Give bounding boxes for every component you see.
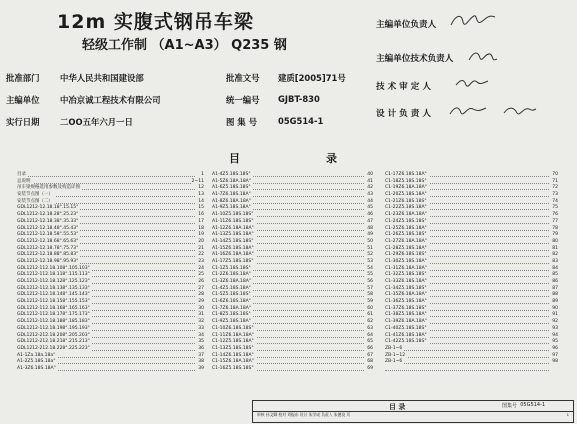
toc-entry-title: GDL1212-12.18.48°.45.43° — [17, 225, 79, 231]
toc-entry-page: 76 — [552, 212, 558, 218]
toc-entry-title: C1-11Z6.18A.18A° — [212, 332, 254, 338]
toc-entry-title: GDL1212-112.18.158°.155.153° — [17, 299, 90, 305]
reviewer-label: 技 术 审 定 人 — [376, 82, 431, 92]
title-block-review-row: 审核 孙文卿 校对 刘振东 设计 朱学成 负责人 朱德良 页 — [257, 412, 351, 417]
toc-entry-page: 96 — [552, 345, 558, 351]
toc-row — [212, 272, 373, 279]
toc-entry-title: C1-27Z6.18A.18A° — [385, 238, 427, 244]
toc-entry-title: A1-13Z5.18S.18A° — [212, 232, 254, 238]
designer-label: 设 计 负 责 人 — [376, 109, 431, 119]
toc-entry-page: 23 — [198, 258, 204, 264]
toc-entry-page: 54 — [367, 265, 373, 271]
toc-row — [212, 326, 373, 333]
toc-entry-page: 45 — [367, 205, 373, 211]
toc-entry-page: 80 — [552, 238, 558, 244]
toc-entry-page: 98 — [552, 359, 558, 365]
toc-entry-title: A1-5Z6.18A.18A° — [212, 178, 252, 184]
toc-entry-title: A1-1Za.18a.18a° — [17, 352, 56, 358]
toc-entry-page: 81 — [552, 245, 558, 251]
toc-row — [385, 339, 558, 346]
atlas-no-value: 05G514-1 — [278, 116, 324, 126]
toc-entry-title: A1-16Z6.18A.18A° — [212, 252, 254, 258]
toc-entry-title: C1-15Z6.18A.18A° — [212, 359, 254, 365]
toc-entry-title: C1-34Z5.18S.18S° — [385, 285, 427, 291]
toc-row — [212, 172, 373, 179]
toc-entry-title: A1-12Z6.18A.18A° — [212, 225, 254, 231]
toc-entry-page: 69 — [367, 365, 373, 371]
toc-entry-title: 安装节点图（二） — [17, 198, 53, 204]
toc-row — [17, 219, 204, 226]
toc-entry-title: C1-6Z6.18S.18A° — [212, 299, 251, 305]
toc-row — [385, 259, 558, 266]
toc-entry-title: C1-38Z5.18S.18A° — [385, 312, 427, 318]
toc-entry-title: A1-15Z6.18S.18A° — [212, 245, 254, 251]
toc-entry-title: C1-40Z5.18S.18S° — [385, 325, 427, 331]
toc-entry-page: 15 — [198, 205, 204, 211]
toc-entry-page: 59 — [367, 299, 373, 305]
toc-entry-page: 2~11 — [191, 178, 204, 184]
unified-no-label: 统一编号 — [226, 95, 260, 105]
toc-entry-title: GDL1212-112.18.108°.105.103° — [17, 265, 90, 271]
toc-leader-dots — [385, 350, 549, 351]
toc-entry-page: 68 — [367, 359, 373, 365]
toc-entry-title: C1-31Z6.18A.18A° — [385, 265, 427, 271]
toc-row — [17, 319, 204, 326]
toc-entry-title: C1-39Z6.18A.18A° — [385, 319, 427, 325]
toc-entry-page: 77 — [552, 218, 558, 224]
toc-entry-title: 目录 — [17, 172, 26, 177]
toc-entry-page: 22 — [198, 252, 204, 258]
toc-entry-page: 56 — [367, 279, 373, 284]
toc-row — [385, 212, 558, 219]
toc-entry-title: C1-26Z5.18S.18S° — [385, 232, 427, 238]
toc-entry-page: 95 — [552, 339, 558, 345]
toc-entry-title: C1-36Z5.18S.18A° — [385, 299, 427, 305]
toc-entry-page: 12 — [198, 185, 204, 191]
unified-no-value: GJBT-830 — [278, 94, 320, 104]
toc-entry-page: 33 — [198, 325, 204, 331]
reviewer-signature — [454, 75, 490, 91]
toc-entry-page: 16 — [198, 212, 204, 218]
toc-entry-title: GDL1212-12.18.18°.15.15° — [17, 205, 79, 211]
toc-entry-page: 88 — [552, 292, 558, 298]
toc-entry-title: GDL1212-12.18.28°.25.23° — [17, 212, 79, 218]
toc-entry-title: C1-10Z6.18S.18S° — [212, 325, 254, 331]
toc-row — [17, 299, 204, 306]
toc-row — [385, 359, 558, 366]
toc-entry-page: 92 — [552, 319, 558, 325]
toc-entry-page: 70 — [552, 172, 558, 177]
toc-row — [17, 326, 204, 333]
chief-tech-signature — [466, 48, 500, 66]
toc-entry-title: C1-37Z6.18S.18S° — [385, 305, 427, 311]
chief-unit-signature — [446, 10, 501, 32]
toc-entry-title: C1-17Z6.18S.18A° — [385, 172, 427, 177]
toc-entry-page: 94 — [552, 332, 558, 338]
toc-entry-title: GDL1212-112.18.198°.195.193° — [17, 325, 90, 331]
toc-entry-page: 36 — [198, 345, 204, 351]
toc-entry-page: 91 — [552, 312, 558, 318]
toc-entry-title: GDL1212-112.18.148°.145.143° — [17, 292, 90, 298]
toc-entry-page: 75 — [552, 205, 558, 211]
toc-row — [212, 219, 373, 226]
toc-entry-page: 35 — [198, 339, 204, 345]
toc-entry-title: A1-14Z5.18S.18S° — [212, 238, 254, 244]
toc-entry-title: C1-1Z5.18S.18S° — [212, 265, 251, 271]
edit-unit-label: 主编单位 — [6, 95, 40, 105]
toc-entry-title: C1-12Z5.18S.18A° — [212, 339, 254, 345]
toc-entry-page: 40 — [367, 172, 373, 177]
toc-entry-title: GDL1212-112.18.178°.175.173° — [17, 312, 90, 318]
toc-entry-title: A1-2Z5.18S.18a° — [17, 359, 56, 365]
toc-entry-title: C1-21Z6.18S.18S° — [385, 198, 427, 204]
toc-entry-title: C1-16Z5.18S.18S° — [212, 365, 254, 371]
chief-unit-label: 主编单位负责人 — [376, 20, 437, 30]
toc-row — [17, 346, 204, 353]
toc-row — [212, 279, 373, 286]
toc-leader-dots — [385, 363, 549, 364]
toc-row — [212, 252, 373, 259]
toc-entry-title: 安装节点图（一） — [17, 192, 53, 198]
toc-entry-page: 86 — [552, 279, 558, 284]
toc-entry-page: 63 — [367, 325, 373, 331]
toc-entry-title: GDL1212-112.18.168°.165.163° — [17, 305, 90, 311]
toc-entry-page: 20 — [198, 238, 204, 244]
toc-entry-title: C1-22Z5.18S.18A° — [385, 205, 427, 211]
toc-heading-left: 目 — [229, 152, 240, 165]
toc-entry-page: 48 — [367, 225, 373, 231]
toc-row — [385, 272, 558, 279]
toc-entry-title: C1-19Z6.18A.18A° — [385, 185, 427, 191]
toc-row — [385, 346, 558, 353]
toc-entry-title: C1-25Z6.18S.18A° — [385, 225, 427, 231]
toc-entry-title: A1-10Z5.18S.18S° — [212, 212, 254, 218]
toc-entry-title: C1-4Z5.18S.18A° — [212, 285, 251, 291]
toc-entry-title: C1-8Z5.18S.18S° — [212, 312, 251, 318]
toc-entry-title: GDL1212-112.18.138°.135.133° — [17, 285, 90, 291]
toc-column-1 — [17, 172, 204, 373]
toc-row — [17, 252, 204, 259]
toc-row — [385, 172, 558, 179]
toc-row — [212, 192, 373, 199]
toc-entry-title: 吊车梁规格选用参数及构造详图 — [17, 185, 80, 191]
toc-entry-page: 52 — [367, 252, 373, 258]
toc-entry-page: 71 — [552, 178, 558, 184]
toc-entry-title: C1-2Z6.18S.18A° — [212, 272, 251, 278]
toc-entry-page: 84 — [552, 265, 558, 271]
toc-row — [385, 279, 558, 286]
toc-entry-page: 14 — [198, 198, 204, 204]
toc-entry-title: C1-3Z6.18A.18A° — [212, 279, 252, 284]
toc-row — [212, 346, 373, 353]
toc-entry-page: 47 — [367, 218, 373, 224]
toc-entry-page: 74 — [552, 198, 558, 204]
toc-entry-page: 44 — [367, 198, 373, 204]
toc-entry-page: 72 — [552, 185, 558, 191]
toc-row — [17, 339, 204, 346]
impl-date-value: 二OO五年六月一日 — [60, 117, 133, 127]
toc-heading-right: 录 — [326, 152, 337, 165]
toc-entry-page: 64 — [367, 332, 373, 338]
toc-row — [212, 319, 373, 326]
toc-entry-page: 21 — [198, 245, 204, 251]
toc-entry-page: 42 — [367, 185, 373, 191]
toc-entry-page: 85 — [552, 272, 558, 278]
toc-entry-title: C1-33Z6.18S.18A° — [385, 279, 427, 284]
toc-entry-title: GDL1212-12.18.98°.95.93° — [17, 258, 79, 264]
toc-entry-page: 34 — [198, 332, 204, 338]
toc-entry-page: 17 — [198, 218, 204, 224]
toc-row — [212, 339, 373, 346]
toc-row — [17, 232, 204, 239]
toc-entry-title: A1-9Z5.18S.18A° — [212, 205, 251, 211]
toc-entry-title: C1-23Z6.18A.18A° — [385, 212, 427, 218]
toc-entry-page: 66 — [367, 345, 373, 351]
title-block-title: 目 录 — [389, 403, 406, 411]
approve-dept-label: 批准部门 — [6, 73, 40, 83]
toc-entry-page: 31 — [198, 312, 204, 318]
toc-entry-title: 总说明 — [17, 178, 31, 184]
toc-entry-page: 73 — [552, 192, 558, 198]
toc-entry-title: C1-42Z5.18S.18S° — [385, 339, 427, 345]
toc-entry-title: C1-35Z6.18A.18A° — [385, 292, 427, 298]
toc-entry-page: 62 — [367, 319, 373, 325]
toc-entry-title: C1-13Z5.18S.18S° — [212, 345, 254, 351]
impl-date-label: 实行日期 — [6, 117, 40, 127]
title-block-atlas-label: 图集号 — [501, 403, 517, 409]
toc-entry-title: GDL1212-12.18.58°.55.53° — [17, 232, 79, 238]
toc-entry-title: A1-8Z6.18A.18A° — [212, 198, 252, 204]
toc-leader-dots — [17, 176, 195, 177]
toc-entry-title: GDL1212-112.18.118°.115.113° — [17, 272, 90, 278]
toc-entry-title: ZB-1~6 — [385, 359, 403, 365]
atlas-no-label: 图 集 号 — [226, 117, 257, 127]
toc-row — [212, 212, 373, 219]
toc-entry-page: 82 — [552, 252, 558, 258]
toc-row — [385, 192, 558, 199]
toc-entry-page: 27 — [198, 285, 204, 291]
toc-entry-title: A1-7Z6.18S.18A° — [212, 192, 251, 198]
toc-row — [17, 239, 204, 246]
toc-entry-page: 49 — [367, 232, 373, 238]
toc-row — [17, 259, 204, 266]
toc-row — [17, 272, 204, 279]
toc-entry-page: 93 — [552, 325, 558, 331]
toc-entry-page: 28 — [198, 292, 204, 298]
toc-entry-title: C1-32Z5.18S.18S° — [385, 272, 427, 278]
toc-entry-title: ZB-1~6 — [385, 345, 403, 351]
approve-dept-value: 中华人民共和国建设部 — [60, 73, 144, 83]
toc-entry-page: 25 — [198, 272, 204, 278]
toc-entry-page: 89 — [552, 299, 558, 305]
toc-entry-title: A1-3Z6.18S.18A° — [17, 365, 56, 371]
toc-row — [212, 239, 373, 246]
toc-entry-title: C1-29Z6.18S.18S° — [385, 252, 427, 258]
toc-entry-title: C1-41Z6.18S.18A° — [385, 332, 427, 338]
document-subtitle: 轻级工作制 （A1~A3） Q235 钢 — [82, 38, 287, 53]
toc-entry-page: 87 — [552, 285, 558, 291]
toc-entry-page: 57 — [367, 285, 373, 291]
toc-entry-title: C1-9Z5.18S.18A° — [212, 319, 251, 325]
toc-entry-title: GDL1212-112.18.128°.125.123° — [17, 279, 90, 284]
toc-entry-page: 53 — [367, 258, 373, 264]
toc-entry-page: 32 — [198, 319, 204, 325]
toc-entry-page: 55 — [367, 272, 373, 278]
toc-entry-title: GDL1212-212.18.228°.225.223° — [17, 345, 90, 351]
toc-row — [385, 319, 558, 326]
toc-entry-page: 29 — [198, 299, 204, 305]
chief-tech-label: 主编单位技术负责人 — [376, 54, 454, 64]
document-title: 12m 实腹式钢吊车梁 — [57, 11, 254, 33]
toc-row — [17, 192, 204, 199]
toc-row — [17, 212, 204, 219]
designer-signature — [448, 101, 538, 121]
toc-entry-page: 50 — [367, 238, 373, 244]
toc-entry-page: 19 — [198, 232, 204, 238]
toc-row — [17, 172, 204, 179]
toc-row — [385, 239, 558, 246]
toc-entry-page: 1 — [201, 172, 204, 177]
toc-entry-title: GDL1212-12.18.38°.35.33° — [17, 218, 79, 224]
toc-entry-title: GDL1212-12.18.88°.85.83° — [17, 252, 79, 258]
toc-entry-page: 67 — [367, 352, 373, 358]
toc-entry-title: GDL1212-212.18.208°.205.203° — [17, 332, 90, 338]
toc-entry-page: 26 — [198, 279, 204, 284]
approve-no-label: 批准文号 — [226, 73, 260, 83]
toc-row — [212, 366, 373, 373]
toc-entry-page: 43 — [367, 192, 373, 198]
toc-row — [385, 353, 558, 360]
toc-entry-title: A1-6Z5.18S.18S° — [212, 185, 251, 191]
toc-entry-page: 18 — [198, 225, 204, 231]
toc-entry-page: 30 — [198, 305, 204, 311]
toc-entry-title: C1-14Z6.18S.18A° — [212, 352, 254, 358]
toc-row — [212, 232, 373, 239]
toc-entry-page: 24 — [198, 265, 204, 271]
title-block-atlas-no: 05G514-1 — [520, 402, 545, 408]
toc-row — [385, 366, 558, 373]
toc-entry-title: C1-20Z5.18S.18A° — [385, 192, 427, 198]
toc-entry-page: 51 — [367, 245, 373, 251]
title-block-header — [253, 401, 573, 412]
toc-entry-title: GDL1212-12.18.68°.65.63° — [17, 238, 79, 244]
toc-row — [385, 232, 558, 239]
toc-entry-page: 61 — [367, 312, 373, 318]
toc-entry-page: 65 — [367, 339, 373, 345]
toc-entry-page: 78 — [552, 225, 558, 231]
toc-row — [17, 366, 204, 373]
toc-entry-title: A1-17Z5.18S.18S° — [212, 258, 254, 264]
toc-entry-title: A1-4Z5.18S.18S° — [212, 172, 251, 177]
toc-entry-page: 13 — [198, 192, 204, 198]
edit-unit-value: 中冶京诚工程技术有限公司 — [60, 95, 161, 105]
approve-no-value: 建质[2005]71号 — [278, 73, 346, 83]
toc-entry-page: 90 — [552, 305, 558, 311]
toc-column-2 — [212, 172, 373, 373]
toc-row — [212, 359, 373, 366]
toc-leader-dots — [385, 370, 549, 371]
toc-entry-page: 60 — [367, 305, 373, 311]
toc-entry-page: 79 — [552, 232, 558, 238]
toc-row — [212, 259, 373, 266]
toc-entry-title: C1-30Z5.18S.18A° — [385, 258, 427, 264]
toc-leader-dots — [385, 357, 549, 358]
toc-row — [385, 219, 558, 226]
toc-entry-page: 41 — [367, 178, 373, 184]
toc-entry-title: GDL1212-212.18.218°.215.213° — [17, 339, 90, 345]
toc-entry-page: 97 — [552, 352, 558, 358]
toc-entry-title: A1-11Z6.18S.18S° — [212, 218, 254, 224]
toc-entry-page: 83 — [552, 258, 558, 264]
toc-entry-title: C1-7Z6.18A.18A° — [212, 305, 252, 311]
title-block-page: 1 — [566, 412, 569, 417]
toc-row — [17, 359, 204, 366]
toc-entry-title: C1-5Z5.18S.18S° — [212, 292, 251, 298]
toc-leader-dots — [17, 183, 195, 184]
toc-row — [385, 252, 558, 259]
toc-entry-title: GDL1212-112.18.188°.185.183° — [17, 319, 90, 325]
title-block — [252, 400, 574, 423]
toc-entry-page: 37 — [198, 352, 204, 358]
toc-row — [385, 326, 558, 333]
toc-entry-title: C1-18Z5.18S.18S° — [385, 178, 427, 184]
toc-entry-page: 58 — [367, 292, 373, 298]
toc-entry-title: C1-24Z5.18S.18S° — [385, 218, 427, 224]
toc-entry-title: C1-28Z5.18S.18A° — [385, 245, 427, 251]
toc-entry-page: 38 — [198, 359, 204, 365]
toc-row — [17, 279, 204, 286]
toc-row — [385, 299, 558, 306]
toc-column-3 — [385, 172, 558, 373]
toc-entry-page: 46 — [367, 212, 373, 218]
toc-entry-title: ZB-1~12 — [385, 352, 406, 358]
toc-row — [212, 299, 373, 306]
toc-entry-page: 39 — [198, 365, 204, 371]
toc-entry-title: GDL1212-12.18.78°.75.73° — [17, 245, 79, 251]
